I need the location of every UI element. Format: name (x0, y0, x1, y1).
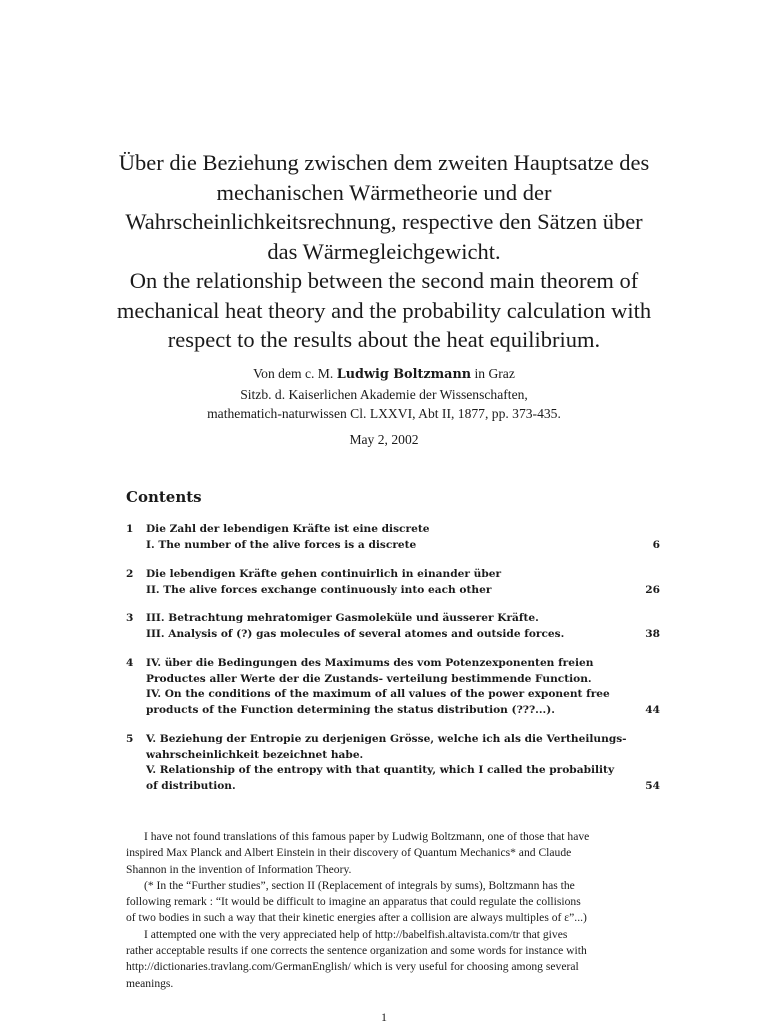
note-line: of two bodies in such a way that their kinetic energies after a collision are always multiples of ε”...) (126, 911, 587, 925)
toc-entry-page: 6 (652, 538, 660, 551)
toc-entry-line: III. Betrachtung mehratomiger Gasmoleküle und äusserer Kräfte. (146, 612, 539, 624)
source-line: mathematich-naturwissen Cl. LXXVI, Abt II, 1877, pp. 373-435. (207, 406, 561, 421)
toc-entry-line: Productes aller Werte der die Zustands- verteilung bestimmende Function. (146, 672, 592, 685)
source-line: Sitzb. d. Kaiserlichen Akademie der Wissenschaften, (240, 386, 528, 402)
note-line: meanings. (126, 976, 174, 990)
toc-entry-page: 54 (645, 779, 660, 792)
toc-entry-line: products of the Function determining the status distribution (???...). (146, 703, 555, 716)
toc-entry-line: I. The number of the alive forces is a discrete (146, 538, 417, 551)
title-english-line: respect to the results about the heat equilibrium. (167, 327, 601, 352)
note-line: (* In the “Further studies”, section II (Replacement of integrals by sums), Boltzmann has the (144, 878, 575, 892)
title-german-line: Wahrscheinlichkeitsrechnung, respective den Sätzen über (125, 209, 643, 234)
author-block (84, 364, 684, 424)
toc-entry-number: 1 (126, 523, 134, 535)
toc-entry-line: III. Analysis of (?) gas molecules of several atomes and outside forces. (146, 627, 565, 640)
paper-title (84, 148, 684, 355)
toc-entry-page: 26 (645, 583, 660, 596)
title-german-line: Über die Beziehung zwischen dem zweiten Hauptsatze des (118, 150, 650, 175)
title-german-line: das Wärmegleichgewicht. (267, 238, 501, 264)
note-line: http://dictionaries.travlang.com/GermanEnglish/ which is very useful for choosing among several (126, 960, 579, 974)
contents-heading: Contents (126, 488, 202, 506)
toc-entry-line: II. The alive forces exchange continuously into each other (146, 583, 492, 596)
title-german-line: mechanischen Wärmetheorie und der (216, 179, 552, 205)
toc-entry-number: 2 (126, 568, 134, 580)
toc-entry-line: IV. über die Bedingungen des Maximums des vom Potenzexponenten freien (146, 657, 594, 669)
author-line (84, 364, 684, 385)
toc-entry-line: of distribution. (146, 779, 236, 792)
note-line: inspired Max Planck and Albert Einstein in their discovery of Quantum Mechanics* and Claude (126, 846, 572, 860)
author-prefix: Von dem c. M. (253, 366, 334, 381)
note-line: rather acceptable results if one corrects the sentence organization and some words for instance with (126, 944, 587, 958)
page-number: 1 (381, 1010, 387, 1024)
note-line: following remark : “It would be difficult to imagine an apparatus that could regulate the collisions (126, 895, 581, 909)
toc-entry-line: Die lebendigen Kräfte gehen continuirlich in einander über (146, 568, 502, 580)
toc-entry-number: 4 (126, 657, 134, 669)
date: May 2, 2002 (349, 432, 419, 447)
toc-entry-line: V. Beziehung der Entropie zu derjenigen Grösse, welche ich als die Vertheilungs- (146, 733, 627, 745)
translator-note (126, 829, 660, 992)
toc-entry-page: 44 (645, 703, 660, 716)
toc-entry-number: 5 (126, 733, 134, 745)
toc-entry-line: wahrscheinlichkeit bezeichnet habe. (146, 748, 364, 761)
toc-entry-line: IV. On the conditions of the maximum of all values of the power exponent free (146, 688, 610, 700)
toc-entry-number: 3 (126, 612, 134, 624)
note-line: I attempted one with the very appreciated help of http://babelfish.altavista.com/tr that gives (144, 927, 568, 941)
title-english-line: mechanical heat theory and the probability calculation with (116, 297, 652, 323)
author-name: Ludwig Boltzmann (336, 367, 472, 382)
toc-entry-page: 38 (645, 627, 660, 640)
toc-entry-line: V. Relationship of the entropy with that quantity, which I called the probability (146, 764, 615, 776)
toc-entry-line: Die Zahl der lebendigen Kräfte ist eine discrete (146, 523, 430, 535)
note-line: I have not found translations of this famous paper by Ludwig Boltzmann, one of those that have (144, 830, 590, 843)
author-suffix: in Graz (474, 366, 515, 381)
title-english-line: On the relationship between the second main theorem of (129, 268, 639, 293)
note-line: Shannon in the invention of Information Theory. (126, 862, 352, 876)
